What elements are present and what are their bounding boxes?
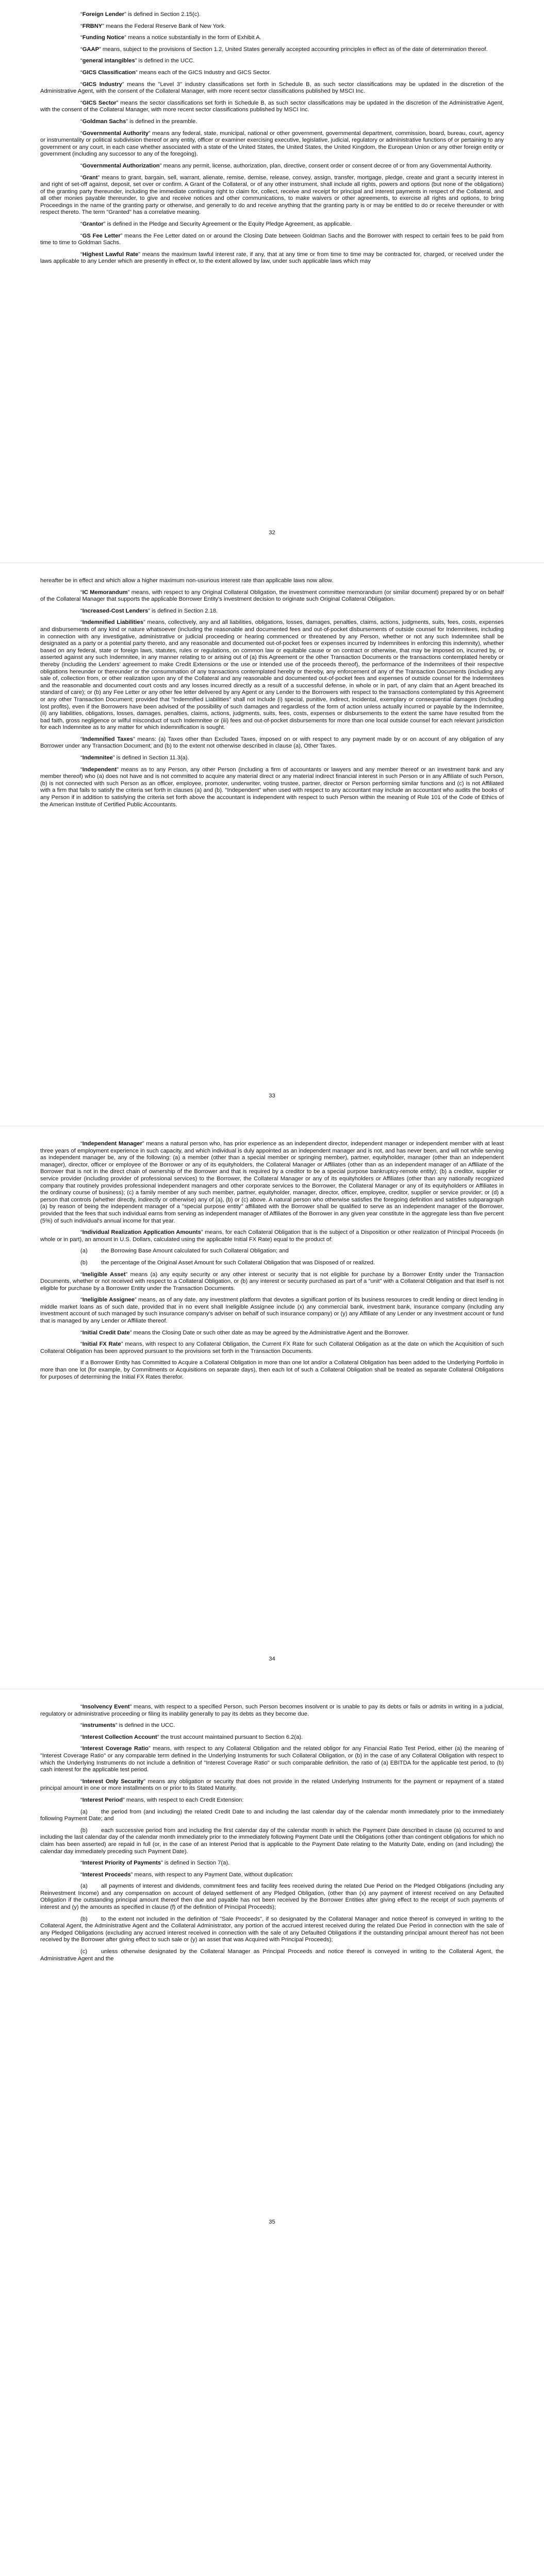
definition-paragraph: “GICS Classification” means each of the GICS Industry and GICS Sector. <box>80 69 271 76</box>
definition-text: is defined in the preamble. <box>128 118 197 125</box>
definition-paragraph: “Independent Manager” means a natural person who, has prior experience as an independent director, independent manager or independent member with at least three years of employment experience in such capacity, and which individual is duly appointed as an independent manager and is not, and has never been, and will not while serving as independent manager be, any of the following: (a) a member (other than a special member or springing member), partner, equityholder, manager (other than an independent manager), director, officer or employee of the Borrower or any of its equityholders, the Collateral Manager or Affiliates (other than as an independent manager of an Affiliate of the Borrower that is not in the direct chain of ownership of the Borrower and that is required by a creditor to be a special purpose bankruptcy-remote entity); (b) a creditor, supplier or service provider (including provider of professional services) to the Borrower, the Collateral Manager or any of its equityholders or Affiliates (other than any nationally recognized company that routinely provides professional independent managers and other corporate services to the Borrower, the Collateral Manager or any of its equityholders or Affiliates in the ordinary course of business); (c) a family member of any such member, partner, equityholder, manager, director, officer, employee, creditor, supplier or service provider; or (d) a person that controls (whether directly, indirectly or otherwise) any of (a), (b) or (c) above. A natural person who otherwise satisfies the foregoing definition and satisfies subparagraph (a) by reason of being the independent manager of a "special purpose entity" affiliated with the Borrower shall be qualified to serve as an independent manager of the Borrower, provided that the fees that such individual earns from serving as independent manager of Affiliates of the Borrower in any given year constitute in the aggregate less than five percent (5%) of such individual's annual income for that year. <box>40 1141 504 1224</box>
defined-term: Interest Priority of Payments <box>82 1860 161 1867</box>
definition-text: means any federal, state, municipal, national or other government, governmental department, commission, board, bureau, court, agency or instrumentality or political subdivision thereof or any entity, officer or examiner exercising executive, legislative, judicial, regulatory or administrative functions of or pertaining to any government or any court, in each case whether associated with a state of the United States, the United States, the United Kingdom, the European Union or any other foreign entity or government (including any successor to any of the foregoing). <box>40 130 504 158</box>
definition-text: means, with respect to a specified Person, such Person becomes insolvent or is unable to pay its debts or fails or admits in writing in a judicial, regulatory or administrative proceeding or filing its inability generally to pay its debts as they become due. <box>40 1704 504 1717</box>
defined-term: GS Fee Letter <box>82 232 121 239</box>
definition-paragraph: “Indemnified Liabilities” means, collectively, any and all liabilities, obligations, losses, damages, penalties, claims, actions, judgments, suits, fees, costs, expenses and disbursements of any kind or nature whatsoever (including the reasonable and documented fees and out-of-pocket disbursements of outside counsel for Indemnitees, including in connection with any investigative, administrative or judicial proceeding or hearing commenced or threatened by any Person, whether or not any such Indemnitee shall be designated as a party or a potential party thereto, and any reasonable and documented out-of-pocket fees or expenses incurred by Indemnitees in enforcing this indemnity), whether based on any federal, state or foreign laws, statutes, rules or regulations, on common law or equitable cause or on contract or otherwise, that may be imposed on, incurred by, or asserted against any such Indemnitee, in any manner relating to or arising out of (a) this Agreement or the other Transaction Documents or the transactions contemplated hereby or thereby (including the Lenders' agreement to make Credit Extensions or the use or intended use of the proceeds thereof), the performance of the Indemnitees of their respective obligations hereunder or thereunder or the consummation of any transactions contemplated hereby or thereby, any enforcement of any of the Transaction Documents (including any sale of, collection from, or other realization upon any of the Collateral and any reasonable and documented out-of-pocket fees and expenses of outside counsel for the Indemnitees and the reasonable and documented court costs and any losses incurred directly as a result of a successful defense, in whole or in part, of any claim that an Agent breached its standard of care); or (b) any Fee Letter or any other fee letter delivered by any Agent or any Lender to the Borrowers with respect to the transactions contemplated by this Agreement or any other Transaction Document; provided that "Indemnified Liabilities" shall not include (i) special, punitive, indirect, incidental, exemplary or consequential damages (including lost profits), even if the Borrowers have been advised of the possibility of such damages and regardless of the form of action unless actually incurred or payable by the Indemnitee, (ii) any liabilities, obligations, losses, damages, penalties, claims, actions, judgments, suits, fees, costs, expenses or disbursements to the extent the same have resulted from the bad faith, gross negligence or wilful misconduct of such Indemnitee or (iii) fees and out-of-pocket disbursements for more than one local outside counsel for each relevant jurisdiction for each Indemnitee as to any matter for which indemnification is sought. <box>40 619 504 731</box>
definition-paragraph: “Increased-Cost Lenders” is defined in Section 2.18. <box>80 607 218 614</box>
clause-label: (a) <box>80 1883 88 1890</box>
definition-paragraph: “Indemnitee” is defined in Section 11.3(a). <box>80 755 189 761</box>
definition-paragraph: “Insolvency Event” means, with respect to a specified Person, such Person becomes insolvent or is unable to pay its debts or fails or admits in writing in a judicial, regulatory or administrative proceeding or filing its inability generally to pay its debts as they become due. <box>40 1704 504 1717</box>
definition-paragraph: “Interest Period” means, with respect to each Credit Extension: <box>80 1797 244 1803</box>
definition-paragraph: “Independent” means as to any Person, any other Person (including a firm of accountants or lawyers and any member thereof or an investment bank and any member thereof) who (a) does not have and is not committed to acquire any material direct or any material indirect financial interest in such Person or in any Affiliate of such Person, (b) is not connected with such Person as an officer, employee, promoter, underwriter, voting trustee, partner, director or Person performing similar functions and (c) is not Affiliated with a firm that fails to satisfy the criteria set forth in clauses (a) and (b). "Independent" when used with respect to any accountant may include an accountant who audits the books of any Person if in addition to satisfying the criteria set forth above the accountant is independent with respect to such Person within the meaning of Rule 101 of the Code of Ethics of the American Institute of Certified Public Accountants. <box>40 766 504 808</box>
sub-clause <box>40 1948 504 1962</box>
definition-text: each successive period from and including the first calendar day of the calendar month in which the Payment Date described in clause (a) occurred to and including the last calendar day of the calendar month immediately prior to the immediately following Payment Date until the Obligations (other than contingent obligations for which no claim has been asserted) are repaid in full (or, in the case of an Interest Period that is applicable to the Payment Date relating to the Maturity Date, ending on (and including) the calendar day immediately preceding such Payment Date). <box>40 1827 504 1855</box>
definition-text: is defined in Section 11.3(a). <box>114 755 189 761</box>
defined-term: FRBNY <box>82 23 103 29</box>
defined-term: Interest Collection Account <box>82 1734 157 1740</box>
defined-term: GAAP <box>82 46 100 53</box>
definition-paragraph: “Funding Notice” means a notice substantially in the form of Exhibit A. <box>80 35 261 41</box>
defined-term: Interest Coverage Ratio <box>82 1745 149 1752</box>
clause-label: (a) <box>80 1248 88 1255</box>
defined-term: Indemnified Taxes <box>82 736 133 742</box>
definition-paragraph: “Interest Priority of Payments” is defined in Section 7(a). <box>80 1860 230 1867</box>
definition-paragraph <box>40 1360 504 1381</box>
page-number: 33 <box>269 1093 275 1099</box>
definition-text: means, with respect to any Collateral Obligation and the related obligor for any Financial Ratio Test Period, either (a) the meaning of "Interest Coverage Ratio" or any comparable term defined in the Underlying Instruments for such Collateral Obligation, or (b) in the case of any Collateral Obligation with respect to which the Underlying Instruments do not include a definition of "Interest Coverage Ratio" or such comparable definition, the ratio of (a) EBITDA for the applicable test period, to (b) cash interest for the applicable test period. <box>40 1745 504 1773</box>
definition-text: means the "Level 3" industry classifications set forth in Schedule B, as such sector classifications may be updated in the discretion of the Administrative Agent, with the consent of the Collateral Manager, with more recent sector classifications published by MSCI Inc. <box>40 81 504 95</box>
defined-term: Foreign Lender <box>82 11 125 18</box>
definition-paragraph: “Ineligible Asset” means (a) any equity security or any other interest or security that is not eligible for purchase by a Borrower Entity under the Transaction Documents, whether or not received with respect to a Collateral Obligation, or (b) any interest or security purchased as part of a "unit" with a Collateral Obligation and that itself is not eligible for purchase by a Borrower Entity under the Transaction Documents. <box>40 1271 504 1292</box>
clause-label: (c) <box>80 1948 88 1955</box>
definition-text: means as to any Person, any other Person (including a firm of accountants or lawyers and any member thereof or an investment bank and any member thereof) who (a) does not have and is not committed to acquire any material direct or any material indirect financial interest in such Person or in any Affiliate of such Person, (b) is not connected with such Person as an officer, employee, promoter, underwriter, voting trustee, partner, director or Person performing similar functions and (c) is not Affiliated with a firm that fails to satisfy the criteria set forth in clauses (a) and (b). "Independent" when used with respect to any accountant may include an accountant who audits the books of any Person if in addition to satisfying the criteria set forth above the accountant is independent with respect to such Person within the meaning of Rule 101 of the Code of Ethics of the American Institute of Certified Public Accountants. <box>40 766 504 808</box>
clause-label: (b) <box>80 1916 88 1922</box>
definition-text: is defined in Section 7(a). <box>162 1860 230 1867</box>
definition-text: means any obligation or security that does not provide in the related Underlying Instruments for the payment or repayment of a stated principal amount in one or more installments on or prior to its Stated Maturity. <box>40 1778 504 1792</box>
definition-text: means, collectively, any and all liabilities, obligations, losses, damages, penalties, claims, actions, judgments, suits, fees, costs, expenses and disbursements of any kind or nature whatsoever (including the reasonable and documented fees and out-of-pocket disbursements of outside counsel for Indemnitees, including in connection with any investigative, administrative or judicial proceeding or hearing commenced or threatened by any Person, whether or not any such Indemnitee shall be designated as a party or a potential party thereto, and any reasonable and documented out-of-pocket fees or expenses incurred by Indemnitees in enforcing this indemnity), whether based on any federal, state or foreign laws, statutes, rules or regulations, on common law or equitable cause or on contract or otherwise, that may be imposed on, incurred by, or asserted against any such Indemnitee, in any manner relating to or arising out of (a) this Agreement or the other Transaction Documents or the transactions contemplated hereby or thereby (including the Lenders' agreement to make Credit Extensions or the use or intended use of the proceeds thereof), the performance of the Indemnitees of their respective obligations hereunder or thereunder or the consummation of any transactions contemplated hereby or thereby, any enforcement of any of the Transaction Documents (including any sale of, collection from, or other realization upon any of the Collateral and any reasonable and documented out-of-pocket fees and expenses of outside counsel for the Indemnitees and the reasonable and documented court costs and any losses incurred directly as a result of a successful defense, in whole or in part, of any claim that an Agent breached its standard of care); or (b) any Fee Letter or any other fee letter delivered by any Agent or any Lender to the Borrowers with respect to the transactions contemplated by this Agreement or any other Transaction Document; provided that "Indemnified Liabilities" shall not include (i) special, punitive, indirect, incidental, exemplary or consequential damages (including lost profits), even if the Borrowers have been advised of the possibility of such damages and regardless of the form of action unless actually incurred or payable by the Indemnitee, (ii) any liabilities, obligations, losses, damages, penalties, claims, actions, judgments, suits, fees, costs, expenses or disbursements to the extent the same have resulted from the bad faith, gross negligence or wilful misconduct of such Indemnitee or (iii) fees and out-of-pocket disbursements for more than one local outside counsel for each relevant jurisdiction for each Indemnitee as to any matter for which indemnification is sought. <box>40 619 504 731</box>
sub-clause <box>40 1916 504 1944</box>
defined-term: instruments <box>82 1722 116 1729</box>
defined-term: Individual Realization Application Amounts <box>82 1229 201 1236</box>
definition-text: means, with respect to any Original Collateral Obligation, the investment committee memorandum (or similar document) prepared by or on behalf of the Collateral Manager that supports the applicable Borrower Entity's investment decision to originate such Original Collateral Obligation. <box>40 589 504 603</box>
definition-paragraph: “Goldman Sachs” is defined in the preamble. <box>80 118 197 125</box>
definition-text: means, subject to the provisions of Section 1.2, United States generally accepted accounting principles in effect as of the date of determination thereof. <box>101 46 488 53</box>
definition-text: the percentage of the Original Asset Amount for such Collateral Obligation that was Disposed of or realized. <box>101 1259 375 1266</box>
definition-text: means (a) any equity security or any other interest or security that is not eligible for purchase by a Borrower Entity under the Transaction Documents, whether or not received with respect to a Collateral Obligation, or (b) any interest or security purchased as part of a "unit" with a Collateral Obligation and that itself is not eligible for purchase by a Borrower Entity under the Transaction Documents. <box>40 1271 504 1292</box>
definition-paragraph: “Grantor” is defined in the Pledge and Security Agreement or the Equity Pledge Agreement, as applicable. <box>80 221 352 228</box>
definition-text: means, with respect to any Payment Date, without duplication: <box>133 1871 293 1878</box>
definition-paragraph: “Grant” means to grant, bargain, sell, warrant, alienate, remise, demise, release, convey, assign, transfer, mortgage, pledge, create and grant a security interest in and right of set-off against, deposit, set over or confirm. A Grant of the Collateral, or of any other instrument, shall include all rights, powers and options (but none of the obligations) of the granting party thereunder, including the immediate continuing right to claim for, collect, receive and receipt for principal and interest payments in respect of the Collateral, and all other monies payable thereunder, to give and receive notices and other communications, to make waivers or other agreements, to exercise all rights and options, to bring Proceedings in the name of the granting party or otherwise, and generally to do and receive anything that the granting party is or may be entitled to do or receive thereunder or with respect thereto. The term "Granted" has a correlative meaning. <box>40 174 504 216</box>
defined-term: Independent <box>82 766 117 773</box>
page-33 <box>0 563 544 1126</box>
definition-text: is defined in Section 2.18. <box>150 607 218 614</box>
definition-paragraph: “Highest Lawful Rate” means the maximum lawful interest rate, if any, that at any time or from time to time may be contracted for, charged, or received under the laws applicable to any Lender which are presently in effect or, to the extent allowed by law, under such applicable laws which may <box>40 251 504 265</box>
page-35 <box>0 1689 544 2252</box>
defined-term: GICS Industry <box>82 81 122 88</box>
page-number: 34 <box>269 1656 275 1662</box>
defined-term: Governmental Authorization <box>82 162 160 169</box>
definition-paragraph: “GS Fee Letter” means the Fee Letter dated on or around the Closing Date between Goldman Sachs and the Borrower with respect to certain fees to be paid from time to time to Goldman Sachs. <box>40 232 504 246</box>
definition-text: means a notice substantially in the form of Exhibit A. <box>126 35 261 41</box>
definition-paragraph: “FRBNY” means the Federal Reserve Bank of New York. <box>80 23 226 29</box>
definition-text: means, for each Collateral Obligation that is the subject of a Disposition or other realization of Principal Proceeds (in whole or in part), an amount in U.S. Dollars, calculated using the applicable Initial FX Rate) equal to the product of: <box>40 1229 504 1243</box>
definition-text: If a Borrower Entity has Committed to Acquire a Collateral Obligation in more than one lot and/or a Collateral Obligation has been added to the Underlying Portfolio in more than one lot (for example, by Commitments or Acquisitions on separate days), then each lot of such a Collateral Obligation shall be treated as separate Collateral Obligations for purposes of determining the Initial FX Rates therefor. <box>40 1360 504 1380</box>
definition-paragraph: “GAAP” means, subject to the provisions of Section 1.2, United States generally accepted accounting principles in effect as of the date of determination thereof. <box>80 46 488 53</box>
definition-text: is defined in the UCC. <box>137 58 195 64</box>
defined-term: Funding Notice <box>82 35 125 41</box>
definition-text: unless otherwise designated by the Collateral Manager as Principal Proceeds and notice thereof is conveyed in writing to the Collateral Agent, the Administrative Agent and the <box>40 1948 504 1962</box>
definition-paragraph: “Interest Collection Account” the trust account maintained pursuant to Section 6.2(a). <box>80 1734 303 1740</box>
definition-paragraph: “instruments” is defined in the UCC. <box>80 1722 175 1729</box>
defined-term: GICS Sector <box>82 99 117 106</box>
definition-paragraph: “GICS Sector” means the sector classifications set forth in Schedule B, as such sector classifications may be updated in the discretion of the Administrative Agent, with the consent of the Collateral Manager, with more recent sector classifications published by MSCI Inc. <box>40 99 504 113</box>
definition-text: means the Federal Reserve Bank of New York. <box>104 23 226 29</box>
page-32 <box>0 0 544 563</box>
definition-text: means to grant, bargain, sell, warrant, alienate, remise, demise, release, convey, assign, transfer, mortgage, pledge, create and grant a security interest in and right of set-off against, deposit, set over or confirm. A Grant of the Collateral, or of any other instrument, shall include all rights, powers and options (but none of the obligations) of the granting party thereunder, including the immediate continuing right to claim for, collect, receive and receipt for principal and interest payments in respect of the Collateral, and all other monies payable thereunder, to give and receive notices and other communications, to make waivers or other agreements, to exercise all rights and options, to bring Proceedings in the name of the granting party or otherwise, and generally to do and receive anything that the granting party is or may be entitled to do or receive thereunder or with respect thereto. The term "Granted" has a correlative meaning. <box>40 174 504 216</box>
definition-paragraph: “Individual Realization Application Amounts” means, for each Collateral Obligation that is the subject of a Disposition or other realization of Principal Proceeds (in whole or in part), an amount in U.S. Dollars, calculated using the applicable Initial FX Rate) equal to the product of: <box>40 1229 504 1243</box>
sub-clause <box>40 1248 504 1255</box>
definition-paragraph: “Interest Proceeds” means, with respect to any Payment Date, without duplication: <box>80 1871 293 1878</box>
clause-label: (a) <box>80 1808 88 1815</box>
defined-term: GICS Classification <box>82 69 136 76</box>
defined-term: Ineligible Assignee <box>82 1297 135 1303</box>
definition-paragraph: “Governmental Authority” means any federal, state, municipal, national or other government, governmental department, commission, board, bureau, court, agency or instrumentality or political subdivision thereof or any entity, officer or examiner exercising executive, legislative, judicial, regulatory or administrative functions of or pertaining to any government or any court, in each case whether associated with a state of the United States, the United States, the United Kingdom, the European Union or any other foreign entity or government (including any successor to any of the foregoing). <box>40 130 504 158</box>
definition-text: means a natural person who, has prior experience as an independent director, independent manager or independent member with at least three years of employment experience in such capacity, and which individual is duly appointed as an independent manager and is not, and has never been, and will not while serving as independent manager be, any of the following: (a) a member (other than a special member or springing member), partner, equityholder, manager (other than an independent manager), director, officer or employee of the Borrower or any of its equityholders, the Collateral Manager or Affiliates (other than as an independent manager of an Affiliate of the Borrower that is not in the direct chain of ownership of the Borrower and that is required by a creditor to be a special purpose bankruptcy-remote entity); (b) a creditor, supplier or service provider (including provider of professional services) to the Borrower, the Collateral Manager or any of its equityholders or Affiliates (other than any nationally recognized company that routinely provides professional independent managers and other corporate services to the Borrower, the Collateral Manager or any of its equityholders or Affiliates in the ordinary course of business); (c) a family member of any such member, partner, equityholder, manager, director, officer, employee, creditor, supplier or service provider; or (d) a person that controls (whether directly, indirectly or otherwise) any of (a), (b) or (c) above. A natural person who otherwise satisfies the foregoing definition and satisfies subparagraph (a) by reason of being the independent manager of a "special purpose entity" affiliated with the Borrower shall be qualified to serve as an independent manager of the Borrower, provided that the fees that such individual earns from serving as independent manager of Affiliates of the Borrower in any given year constitute in the aggregate less than five percent (5%) of such individual's annual income for that year. <box>40 1141 504 1224</box>
defined-term: Initial FX Rate <box>82 1341 121 1348</box>
page-number: 35 <box>269 2219 275 2225</box>
definition-paragraph: “Indemnified Taxes” means: (a) Taxes other than Excluded Taxes, imposed on or with respect to any payment made by or on account of any obligation of any Borrower under any Transaction Document; and (b) to the extent not otherwise described in clause (a), Other Taxes. <box>40 736 504 750</box>
definition-paragraph: “Governmental Authorization” means any permit, license, authorization, plan, directive, consent order or consent decree of or from any Governmental Authority. <box>80 162 492 169</box>
definition-text: is defined in the Pledge and Security Agreement or the Equity Pledge Agreement, as applicable. <box>105 221 352 228</box>
definition-text: the trust account maintained pursuant to Section 6.2(a). <box>159 1734 303 1740</box>
definition-text: means each of the GICS Industry and GICS Sector. <box>137 69 271 76</box>
defined-term: Highest Lawful Rate <box>82 251 139 258</box>
definition-text: the Borrowing Base Amount calculated for such Collateral Obligation; and <box>101 1248 289 1255</box>
defined-term: Goldman Sachs <box>82 118 126 125</box>
defined-term: Indemnitee <box>82 755 113 761</box>
definition-text: means the maximum lawful interest rate, if any, that at any time or from time to time may be contracted for, charged, or received under the laws applicable to any Lender which are presently in effect or, to the extent allowed by law, under such applicable laws which may <box>40 251 504 265</box>
defined-term: IC Memorandum <box>82 589 128 596</box>
definition-text: means, as of any date, any investment platform that devotes a significant portion of its business resources to credit lending or direct lending in middle market loans as of such date, provided that in no event shall Ineligible Assignee include (x) any commercial bank, investment bank, insurance company (including any investment account of such managed by such insurance company's adviser on behalf of such insurance company) or (y) any Affiliate of any Lender or any investment account or fund that is managed by any Lender or Affiliate thereof. <box>40 1297 504 1325</box>
definition-paragraph: “Interest Coverage Ratio” means, with respect to any Collateral Obligation and the related obligor for any Financial Ratio Test Period, either (a) the meaning of "Interest Coverage Ratio" or any comparable term defined in the Underlying Instruments for such Collateral Obligation, or (b) in the case of any Collateral Obligation with respect to which the Underlying Instruments do not include a definition of "Interest Coverage Ratio" or such comparable definition, the ratio of (a) EBITDA for the applicable test period, to (b) cash interest for the applicable test period. <box>40 1745 504 1773</box>
defined-term: Grant <box>82 174 98 181</box>
definition-text: means the Fee Letter dated on or around the Closing Date between Goldman Sachs and the Borrower with respect to certain fees to be paid from time to time to Goldman Sachs. <box>40 232 504 246</box>
clause-label: (b) <box>80 1827 88 1834</box>
definition-paragraph: “general intangibles” is defined in the UCC. <box>80 58 195 64</box>
defined-term: Increased-Cost Lenders <box>82 607 149 614</box>
page-number: 32 <box>269 530 275 536</box>
defined-term: Ineligible Asset <box>82 1271 126 1278</box>
definition-paragraph: “Ineligible Assignee” means, as of any date, any investment platform that devotes a significant portion of its business resources to credit lending or direct lending in middle market loans as of such date, provided that in no event shall Ineligible Assignee include (x) any commercial bank, investment bank, insurance company (including any investment account of such managed by such insurance company's adviser on behalf of such insurance company) or (y) any Affiliate of any Lender or any investment account or fund that is managed by any Lender or Affiliate thereof. <box>40 1297 504 1325</box>
defined-term: Indemnified Liabilities <box>82 619 143 626</box>
definition-text: means any permit, license, authorization, plan, directive, consent order or consent decree of or from any Governmental Authority. <box>161 162 492 169</box>
defined-term: Grantor <box>82 221 104 228</box>
defined-term: Interest Period <box>82 1797 123 1803</box>
definition-text: the period from (and including) the related Credit Date to and including the last calendar day of the calendar month immediately prior to the immediately following Payment Date; and <box>40 1808 504 1822</box>
definition-text: means, with respect to any Collateral Obligation, the Current FX Rate for such Collateral Obligation as at the date on which the Acquisition of such Collateral Obligation has been approved pursuant to the provisions set forth in the Transaction Documents. <box>40 1341 504 1354</box>
defined-term: Independent Manager <box>82 1141 142 1147</box>
definition-text: means the sector classifications set forth in Schedule B, as such sector classifications may be updated in the discretion of the Administrative Agent, with the consent of the Collateral Manager, with more recent sector classifications published by MSCI Inc. <box>40 99 504 113</box>
definition-text: hereafter be in effect and which allow a higher maximum non-usurious interest rate than applicable laws now allow. <box>40 578 334 584</box>
definition-paragraph: “IC Memorandum” means, with respect to any Original Collateral Obligation, the investment committee memorandum (or similar document) prepared by or on behalf of the Collateral Manager that supports the applicable Borrower Entity's investment decision to originate such Original Collateral Obligation. <box>40 589 504 603</box>
defined-term: Initial Credit Date <box>82 1329 130 1336</box>
definition-paragraph: “Initial FX Rate” means, with respect to any Collateral Obligation, the Current FX Rate for such Collateral Obligation as at the date on which the Acquisition of such Collateral Obligation has been approved pursuant to the provisions set forth in the Transaction Documents. <box>40 1341 504 1354</box>
defined-term: general intangibles <box>82 58 135 64</box>
definition-paragraph: “Initial Credit Date” means the Closing Date or such other date as may be agreed by the Administrative Agent and the Borrower. <box>80 1329 409 1336</box>
clause-label: (b) <box>80 1259 88 1266</box>
defined-term: Interest Only Security <box>82 1778 144 1785</box>
sub-clause <box>40 1809 504 1823</box>
definition-text: is defined in Section 2.15(c). <box>126 11 201 18</box>
definition-text: is defined in the UCC. <box>117 1722 175 1729</box>
defined-term: Interest Proceeds <box>82 1871 131 1878</box>
definition-text: means, with respect to each Credit Extension: <box>124 1797 244 1803</box>
defined-term: Insolvency Event <box>82 1704 130 1710</box>
definition-text: all payments of interest and dividends, commitment fees and facility fees received during the related Due Period on the Pledged Obligations (including any Reinvestment Income) and any compensation on account of delayed settlement of any Pledged Obligation, (other than (x) any payment of interest received on any Defaulted Obligation if the outstanding principal amount thereof then due and payable has not been received by the Borrower Entities after giving effect to the receipt of such payments of interest and (y) the amounts as specified in clause (f) of the definition of Principal Proceeds); <box>40 1883 504 1911</box>
defined-term: Governmental Authority <box>82 130 149 137</box>
definition-paragraph <box>40 578 504 585</box>
definition-paragraph: “GICS Industry” means the "Level 3" industry classifications set forth in Schedule B, as such sector classifications may be updated in the discretion of the Administrative Agent, with the consent of the Collateral Manager, with more recent sector classifications published by MSCI Inc. <box>40 81 504 95</box>
definition-text: means: (a) Taxes other than Excluded Taxes, imposed on or with respect to any payment made by or on account of any obligation of any Borrower under any Transaction Document; and (b) to the extent not otherwise described in clause (a), Other Taxes. <box>40 736 504 750</box>
definition-text: to the extent not included in the definition of "Sale Proceeds", if so designated by the Collateral Manager and notice thereof is conveyed in writing to the Collateral Agent, the Administrative Agent and the Collateral Administrator, any portion of the accrued interest received during the related Due Period in connection with the sale of any Pledged Obligations (excluding any accrued interest received in connection with the sale of any Defaulted Obligations if the outstanding principal amount thereof has not been received by the Borrower after giving effect to such sale or (y) an asset that was Acquired with Principal Proceeds); <box>40 1916 504 1943</box>
definition-text: means the Closing Date or such other date as may be agreed by the Administrative Agent and the Borrower. <box>131 1329 409 1336</box>
sub-clause <box>40 1827 504 1855</box>
sub-clause <box>40 1883 504 1911</box>
definition-paragraph: “Interest Only Security” means any obligation or security that does not provide in the related Underlying Instruments for the payment or repayment of a stated principal amount in one or more installments on or prior to its Stated Maturity. <box>40 1778 504 1792</box>
page-34 <box>0 1126 544 1689</box>
sub-clause <box>40 1260 504 1267</box>
definition-paragraph: “Foreign Lender” is defined in Section 2.15(c). <box>80 11 201 18</box>
